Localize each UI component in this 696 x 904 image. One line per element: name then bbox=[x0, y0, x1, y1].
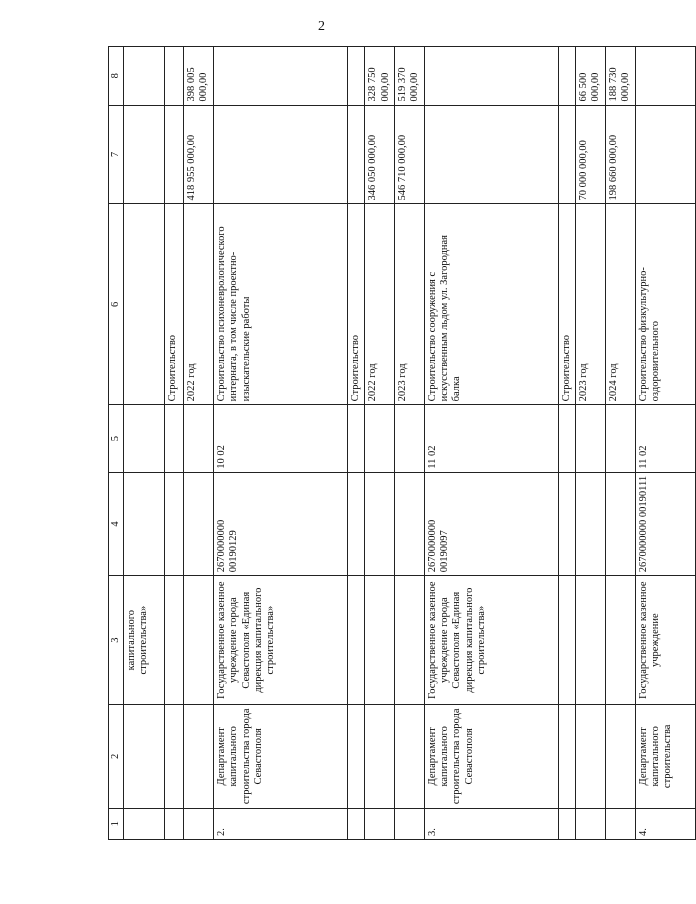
table-cell: 2670000000 00190097 bbox=[424, 472, 558, 575]
table-cell bbox=[213, 105, 347, 204]
table-cell: капитального строительства» bbox=[124, 576, 165, 705]
table-cell bbox=[347, 576, 364, 705]
table-row bbox=[165, 47, 184, 840]
table-cell bbox=[635, 105, 695, 204]
table-row bbox=[558, 47, 575, 840]
table-cell: 546 710 000,00 bbox=[394, 105, 424, 204]
table-cell bbox=[558, 472, 575, 575]
table-cell bbox=[394, 405, 424, 472]
table-cell: 198 660 000,00 bbox=[605, 105, 635, 204]
table-cell bbox=[605, 472, 635, 575]
table-cell bbox=[124, 105, 165, 204]
table-cell: 70 000 000,00 bbox=[576, 105, 606, 204]
table-cell bbox=[394, 472, 424, 575]
table-cell bbox=[605, 576, 635, 705]
table-cell: 66 500 000,00 bbox=[576, 47, 606, 106]
table-cell: 10 02 bbox=[213, 405, 347, 472]
table-cell bbox=[558, 705, 575, 808]
header-cell: 6 bbox=[109, 204, 124, 405]
table-cell bbox=[605, 808, 635, 839]
table-row bbox=[605, 47, 635, 840]
table-cell bbox=[365, 808, 395, 839]
table-row bbox=[213, 47, 347, 840]
table-cell: Строительство сооружения с искусственным льдом ул. Загородная балка bbox=[424, 204, 558, 405]
table-cell bbox=[124, 47, 165, 106]
table-cell: 328 750 000,00 bbox=[365, 47, 395, 106]
table-cell bbox=[184, 472, 214, 575]
table-cell bbox=[365, 705, 395, 808]
table-cell bbox=[347, 405, 364, 472]
table-cell: Строительство bbox=[165, 204, 184, 405]
table-cell bbox=[124, 808, 165, 839]
table-row bbox=[347, 47, 364, 840]
table-cell: Строительство bbox=[558, 204, 575, 405]
table-cell bbox=[394, 808, 424, 839]
table-cell bbox=[347, 105, 364, 204]
table-cell bbox=[165, 472, 184, 575]
table-cell: 2023 год bbox=[576, 204, 606, 405]
table-cell bbox=[124, 405, 165, 472]
table-cell: 2022 год bbox=[184, 204, 214, 405]
table-row bbox=[184, 47, 214, 840]
table-cell: Департамент капитального строительства города Севастополя bbox=[424, 705, 558, 808]
table-cell bbox=[576, 472, 606, 575]
table-cell bbox=[365, 576, 395, 705]
table-cell: Департамент капитального строительства bbox=[635, 705, 695, 808]
table-cell: Государственное казенное учреждение bbox=[635, 576, 695, 705]
table-cell bbox=[184, 808, 214, 839]
table-cell: 11 02 bbox=[635, 405, 695, 472]
table-cell: 398 005 000,00 bbox=[184, 47, 214, 106]
table-cell bbox=[576, 405, 606, 472]
table-cell bbox=[165, 576, 184, 705]
table-cell bbox=[347, 47, 364, 106]
table-cell bbox=[347, 808, 364, 839]
table-cell bbox=[558, 47, 575, 106]
table-cell bbox=[165, 808, 184, 839]
table-cell: 4. bbox=[635, 808, 695, 839]
table-row bbox=[424, 47, 558, 840]
table-cell bbox=[347, 705, 364, 808]
table-cell bbox=[184, 576, 214, 705]
table-row bbox=[394, 47, 424, 840]
table-row bbox=[576, 47, 606, 840]
header-cell: 3 bbox=[109, 576, 124, 705]
table-cell bbox=[605, 405, 635, 472]
table-row bbox=[365, 47, 395, 840]
table-cell bbox=[424, 47, 558, 106]
table-cell bbox=[576, 576, 606, 705]
table-cell bbox=[365, 472, 395, 575]
table-cell bbox=[124, 204, 165, 405]
header-cell: 5 bbox=[109, 405, 124, 472]
table-cell bbox=[165, 405, 184, 472]
table-cell bbox=[635, 47, 695, 106]
table-cell: 2023 год bbox=[394, 204, 424, 405]
table-cell bbox=[394, 705, 424, 808]
table-cell: 519 370 000,00 bbox=[394, 47, 424, 106]
table-cell: 2022 год bbox=[365, 204, 395, 405]
table-cell bbox=[576, 705, 606, 808]
table-cell bbox=[365, 405, 395, 472]
table-cell bbox=[165, 705, 184, 808]
header-row bbox=[109, 47, 124, 840]
table-cell: 2670000000 00190129 bbox=[213, 472, 347, 575]
table-cell bbox=[558, 105, 575, 204]
table-cell: 2024 год bbox=[605, 204, 635, 405]
table-cell bbox=[124, 705, 165, 808]
table-cell bbox=[576, 808, 606, 839]
table-cell bbox=[558, 808, 575, 839]
table-cell bbox=[165, 47, 184, 106]
table-cell: Строительство физкультурно-оздоровительного bbox=[635, 204, 695, 405]
table-cell: 188 730 000,00 bbox=[605, 47, 635, 106]
table-cell: Государственное казенное учреждение города Севастополя «Единая дирекция капитального строительства» bbox=[424, 576, 558, 705]
table-cell: 2. bbox=[213, 808, 347, 839]
table-cell: 3. bbox=[424, 808, 558, 839]
table-body bbox=[109, 47, 696, 840]
table-cell bbox=[558, 576, 575, 705]
page-number: 2 bbox=[318, 19, 325, 34]
header-cell: 1 bbox=[109, 808, 124, 839]
table-rotation-frame bbox=[108, 46, 674, 840]
table-cell: 346 050 000,00 bbox=[365, 105, 395, 204]
table-cell bbox=[184, 405, 214, 472]
header-cell: 8 bbox=[109, 47, 124, 106]
header-cell: 7 bbox=[109, 105, 124, 204]
budget-table bbox=[108, 46, 696, 840]
table-cell bbox=[347, 472, 364, 575]
table-cell: 2670000000 00190111 bbox=[635, 472, 695, 575]
table-cell bbox=[213, 47, 347, 106]
table-cell bbox=[424, 105, 558, 204]
table-row bbox=[635, 47, 695, 840]
table-cell: Строительство психоневрологического интерната, в том числе проектно-изыскательские работы bbox=[213, 204, 347, 405]
table-cell: Государственное казенное учреждение города Севастополя «Единая дирекция капитального строительства» bbox=[213, 576, 347, 705]
table-cell: Департамент капитального строительства города Севастополя bbox=[213, 705, 347, 808]
table-cell bbox=[124, 472, 165, 575]
header-cell: 4 bbox=[109, 472, 124, 575]
header-cell: 2 bbox=[109, 705, 124, 808]
table-cell: Строительство bbox=[347, 204, 364, 405]
table-cell: 11 02 bbox=[424, 405, 558, 472]
table-row bbox=[124, 47, 165, 840]
table-cell: 418 955 000,00 bbox=[184, 105, 214, 204]
table-cell bbox=[165, 105, 184, 204]
table-cell bbox=[394, 576, 424, 705]
table-cell bbox=[558, 405, 575, 472]
table-cell bbox=[605, 705, 635, 808]
table-cell bbox=[184, 705, 214, 808]
